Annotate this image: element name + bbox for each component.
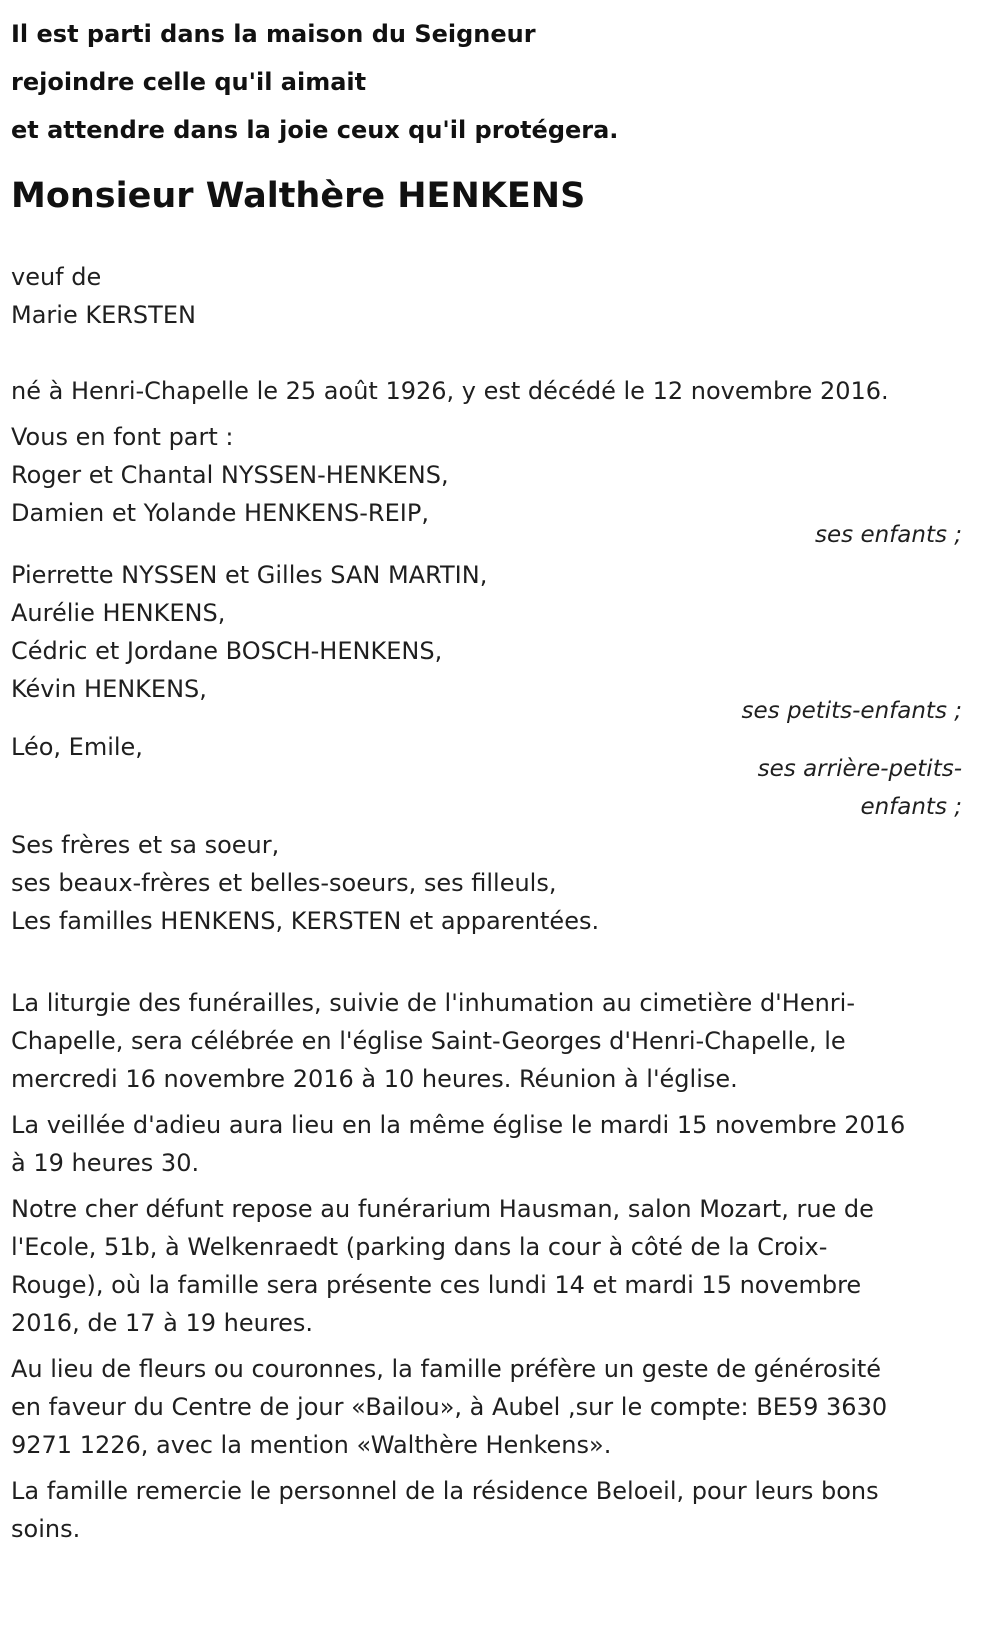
funeral-home-paragraph [11, 1190, 962, 1342]
grandchildren-group [11, 556, 962, 730]
paragraph-line: à 19 heures 30. [11, 1149, 200, 1177]
paragraph-line: 2016, de 17 à 19 heures. [11, 1309, 314, 1337]
deceased-name: Monsieur Walthère HENKENS [11, 176, 586, 216]
paragraph-line: l'Ecole, 51b, à Welkenraedt (parking dans la cour à côté de la Croix- [11, 1233, 828, 1261]
family-member: Roger et Chantal NYSSEN-HENKENS, [11, 461, 449, 489]
paragraph-line: 9271 1226, avec la mention «Walthère Henkens». [11, 1431, 612, 1459]
paragraph-line: La liturgie des funérailles, suivie de l'inhumation au cimetière d'Henri- [11, 989, 855, 1017]
religious-quote [11, 0, 962, 154]
widow-label: veuf de [11, 263, 102, 291]
family-member: Aurélie HENKENS, [11, 599, 226, 627]
family-member: ses beaux-frères et belles-soeurs, ses filleuls, [11, 869, 557, 897]
relation-label: ses enfants ; [815, 522, 962, 548]
paragraph-line: mercredi 16 novembre 2016 à 10 heures. Réunion à l'église. [11, 1065, 738, 1093]
relation-label: ses petits-enfants ; [741, 698, 962, 724]
family-member: Cédric et Jordane BOSCH-HENKENS, [11, 637, 443, 665]
spouse-name: Marie KERSTEN [11, 301, 196, 329]
relation-label: enfants ; [860, 794, 962, 820]
donation-paragraph [11, 1350, 962, 1464]
paragraph-line: soins. [11, 1515, 81, 1543]
vigil-paragraph [11, 1106, 962, 1182]
paragraph-line: Notre cher défunt repose au funérarium Hausman, salon Mozart, rue de [11, 1195, 874, 1223]
paragraph-line: Au lieu de fleurs ou couronnes, la famille préfère un geste de générosité [11, 1355, 882, 1383]
paragraph-line: en faveur du Centre de jour «Bailou», à Aubel ,sur le compte: BE59 3630 [11, 1393, 888, 1421]
relation-label: ses arrière-petits- [757, 756, 962, 782]
birth-death-line: né à Henri-Chapelle le 25 août 1926, y est décédé le 12 novembre 2016. [11, 377, 889, 405]
announcement-line: Vous en font part : [11, 423, 234, 451]
quote-line: et attendre dans la joie ceux qu'il protégera. [11, 116, 619, 144]
family-member: Les familles HENKENS, KERSTEN et apparentées. [11, 907, 600, 935]
quote-line: rejoindre celle qu'il aimait [11, 68, 367, 96]
thanks-paragraph [11, 1472, 962, 1548]
family-member: Damien et Yolande HENKENS-REIP, [11, 499, 429, 527]
family-member: Ses frères et sa soeur, [11, 831, 280, 859]
paragraph-line: Rouge), où la famille sera présente ces lundi 14 et mardi 15 novembre [11, 1271, 862, 1299]
family-member: Léo, Emile, [11, 733, 143, 761]
other-family-group [11, 826, 962, 940]
family-member: Kévin HENKENS, [11, 675, 207, 703]
paragraph-line: La famille remercie le personnel de la résidence Beloeil, pour leurs bons [11, 1477, 879, 1505]
family-member: Pierrette NYSSEN et Gilles SAN MARTIN, [11, 561, 488, 589]
quote-line: Il est parti dans la maison du Seigneur [11, 20, 536, 48]
paragraph-line: La veillée d'adieu aura lieu en la même église le mardi 15 novembre 2016 [11, 1111, 906, 1139]
funeral-paragraph [11, 984, 962, 1098]
great-grandchildren-group [11, 728, 962, 826]
widow-of [11, 258, 962, 334]
children-group [11, 456, 962, 554]
paragraph-line: Chapelle, sera célébrée en l'église Saint-Georges d'Henri-Chapelle, le [11, 1027, 846, 1055]
